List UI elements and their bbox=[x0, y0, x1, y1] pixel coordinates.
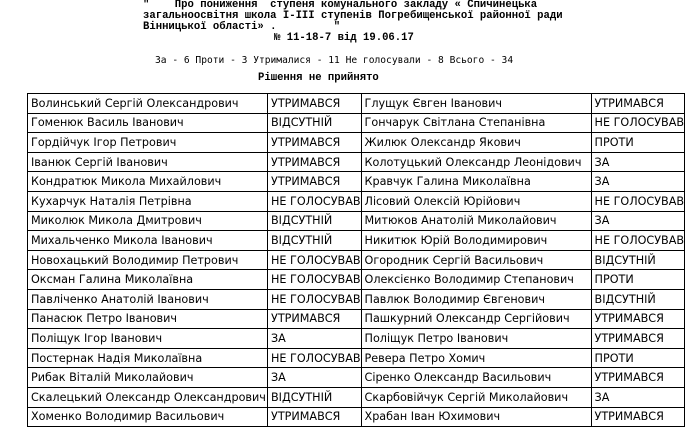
votes-table-body bbox=[28, 94, 685, 427]
table-row bbox=[28, 289, 685, 309]
deputy-name: Іванюк Сергій Іванович bbox=[28, 152, 268, 172]
deputy-name: Митюков Анатолій Миколайович bbox=[361, 211, 591, 231]
vote-result: ЗА bbox=[591, 387, 685, 407]
deputy-name: Кухарчук Наталія Петрівна bbox=[28, 191, 268, 211]
vote-result: УТРИМАВСЯ bbox=[591, 329, 685, 349]
vote-result: ПРОТИ bbox=[591, 270, 685, 290]
header-line-1: " Про пониження ступеня комунального закладу « Спичинецька bbox=[143, 0, 538, 11]
table-row bbox=[28, 172, 685, 192]
vote-result: УТРИМАВСЯ bbox=[268, 407, 362, 427]
vote-result: ВІДСУТНІЙ bbox=[268, 113, 362, 133]
deputy-name: Олексієнко Володимир Степанович bbox=[361, 270, 591, 290]
header-line-3: Вінницької області» . " bbox=[143, 21, 341, 33]
vote-result: ПРОТИ bbox=[591, 348, 685, 368]
deputy-name: Никитюк Юрій Володимирович bbox=[361, 231, 591, 251]
deputy-name: Лісовий Олексій Юрійович bbox=[361, 191, 591, 211]
vote-result: ВІДСУТНІЙ bbox=[591, 250, 685, 270]
vote-result: ЗА bbox=[268, 368, 362, 388]
deputy-name: Гоменюк Василь Іванович bbox=[28, 113, 268, 133]
votes-table bbox=[27, 93, 685, 427]
vote-result: ЗА bbox=[591, 211, 685, 231]
deputy-name: Волинський Сергій Олександрович bbox=[28, 94, 268, 114]
vote-result: УТРИМАВСЯ bbox=[268, 172, 362, 192]
deputy-name: Рибак Віталій Миколайович bbox=[28, 368, 268, 388]
vote-result: ЗА bbox=[268, 329, 362, 349]
deputy-name: Павлюк Володимир Євгенович bbox=[361, 289, 591, 309]
deputy-name: Оксман Галина Миколаївна bbox=[28, 270, 268, 290]
deputy-name: Глущук Євген Іванович bbox=[361, 94, 591, 114]
vote-result: НЕ ГОЛОСУВАВ bbox=[268, 348, 362, 368]
vote-result: УТРИМАВСЯ bbox=[591, 368, 685, 388]
table-row bbox=[28, 329, 685, 349]
deputy-name: Поліщук Ігор Іванович bbox=[28, 329, 268, 349]
deputy-name: Гордійчук Ігор Петрович bbox=[28, 133, 268, 153]
deputy-name: Хоменко Володимир Васильович bbox=[28, 407, 268, 427]
vote-result: УТРИМАВСЯ bbox=[591, 94, 685, 114]
table-row bbox=[28, 387, 685, 407]
vote-result: УТРИМАВСЯ bbox=[268, 94, 362, 114]
deputy-name: Новохацький Володимир Петрович bbox=[28, 250, 268, 270]
table-row bbox=[28, 407, 685, 427]
vote-result: УТРИМАВСЯ bbox=[268, 309, 362, 329]
vote-result: ЗА bbox=[591, 152, 685, 172]
vote-result: НЕ ГОЛОСУВАВ bbox=[268, 270, 362, 290]
vote-result: ВІДСУТНІЙ bbox=[268, 231, 362, 251]
vote-result: УТРИМАВСЯ bbox=[268, 152, 362, 172]
vote-result: НЕ ГОЛОСУВАВ bbox=[268, 250, 362, 270]
table-row bbox=[28, 270, 685, 290]
header-line-2: загальноосвітня школа I-III ступенів Погребищенської районної ради bbox=[143, 10, 563, 22]
header-line-4: № 11-18-7 від 19.06.17 bbox=[274, 32, 414, 44]
vote-result: НЕ ГОЛОСУВАВ bbox=[591, 231, 685, 251]
table-row bbox=[28, 152, 685, 172]
deputy-name: Пашкурний Олександр Сергійович bbox=[361, 309, 591, 329]
deputy-name: Постернак Надія Миколаївна bbox=[28, 348, 268, 368]
table-row bbox=[28, 231, 685, 251]
vote-result: НЕ ГОЛОСУВАВ bbox=[591, 113, 685, 133]
vote-result: УТРИМАВСЯ bbox=[591, 407, 685, 427]
deputy-name: Павліченко Анатолій Іванович bbox=[28, 289, 268, 309]
vote-result: ВІДСУТНІЙ bbox=[591, 289, 685, 309]
vote-result: НЕ ГОЛОСУВАВ bbox=[268, 289, 362, 309]
deputy-name: Гончарук Світлана Степанівна bbox=[361, 113, 591, 133]
vote-result: ВІДСУТНІЙ bbox=[268, 211, 362, 231]
deputy-name: Колотуцький Олександр Леонідович bbox=[361, 152, 591, 172]
vote-result: УТРИМАВСЯ bbox=[268, 133, 362, 153]
deputy-name: Панасюк Петро Іванович bbox=[28, 309, 268, 329]
vote-result: ВІДСУТНІЙ bbox=[268, 387, 362, 407]
vote-result: ПРОТИ bbox=[591, 133, 685, 153]
vote-result: ЗА bbox=[591, 172, 685, 192]
deputy-name: Михальченко Микола Іванович bbox=[28, 231, 268, 251]
vote-tally: За - 6 Проти - 3 Утрималися - 11 Не голосували - 8 Всього - 34 bbox=[155, 55, 514, 66]
table-row bbox=[28, 113, 685, 133]
table-row bbox=[28, 94, 685, 114]
table-row bbox=[28, 348, 685, 368]
deputy-name: Поліщук Петро Іванович bbox=[361, 329, 591, 349]
deputy-name: Огородник Сергій Васильович bbox=[361, 250, 591, 270]
table-row bbox=[28, 368, 685, 388]
deputy-name: Жилюк Олександр Якович bbox=[361, 133, 591, 153]
deputy-name: Кравчук Галина Миколаївна bbox=[361, 172, 591, 192]
deputy-name: Миколюк Микола Дмитрович bbox=[28, 211, 268, 231]
vote-result: УТРИМАВСЯ bbox=[591, 309, 685, 329]
deputy-name: Сіренко Олександр Васильович bbox=[361, 368, 591, 388]
table-row bbox=[28, 133, 685, 153]
table-row bbox=[28, 250, 685, 270]
decision-title: Рішення не прийнято bbox=[258, 72, 379, 84]
deputy-name: Скарбовійчук Сергій Миколайович bbox=[361, 387, 591, 407]
vote-result: НЕ ГОЛОСУВАВ bbox=[268, 191, 362, 211]
table-row bbox=[28, 191, 685, 211]
vote-result: НЕ ГОЛОСУВАВ bbox=[591, 191, 685, 211]
deputy-name: Храбан Іван Юхимович bbox=[361, 407, 591, 427]
deputy-name: Ревера Петро Хомич bbox=[361, 348, 591, 368]
table-row bbox=[28, 211, 685, 231]
deputy-name: Скалецький Олександр Олександрович bbox=[28, 387, 268, 407]
table-row bbox=[28, 309, 685, 329]
deputy-name: Кондратюк Микола Михайлович bbox=[28, 172, 268, 192]
